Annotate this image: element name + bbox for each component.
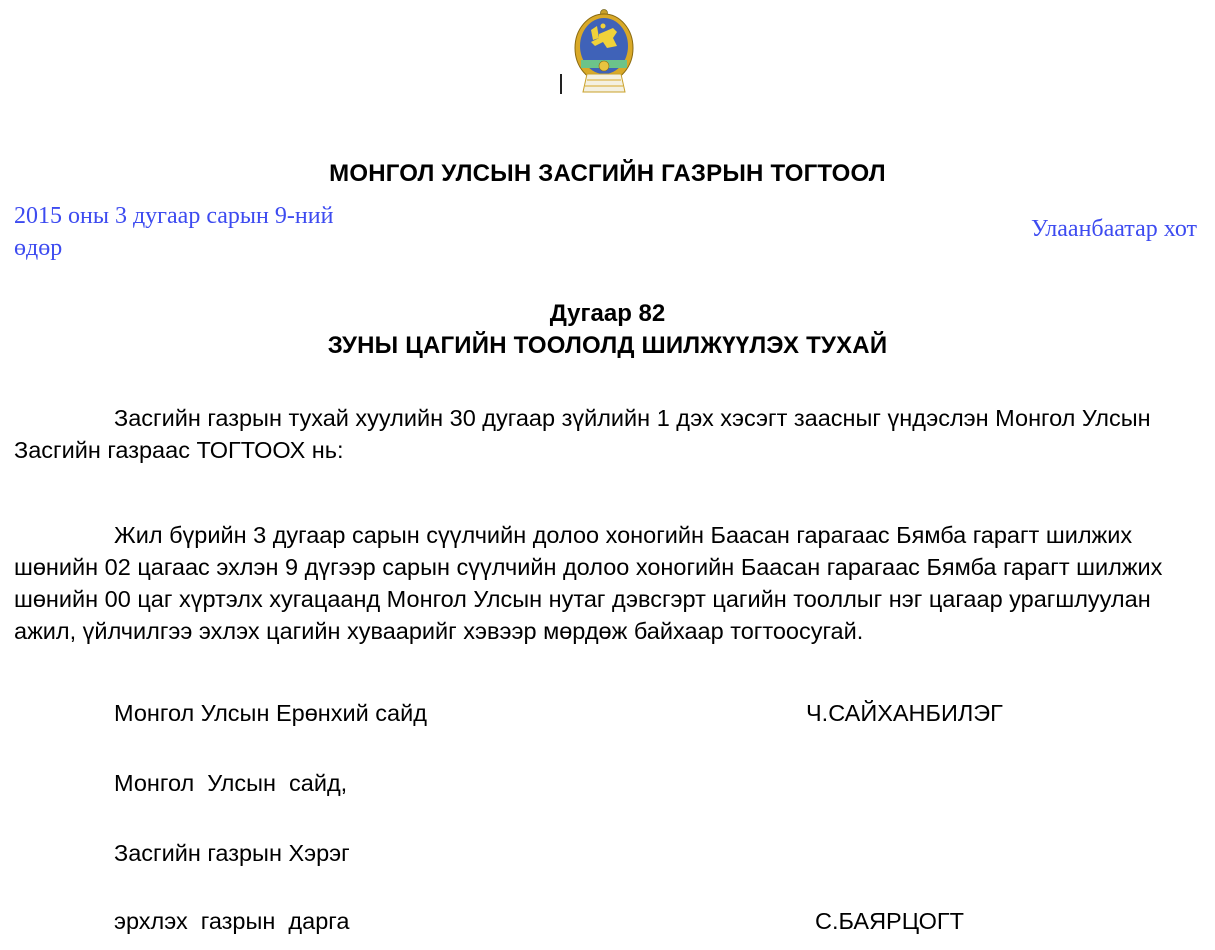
date-line-1: 2015 оны 3 дугаар сарын 9-ний	[14, 203, 334, 229]
signature-name-head: С.БАЯРЦОГТ	[815, 908, 964, 934]
paragraph-decision: Жил бүрийн 3 дугаар сарын сүүлчийн долоо хоногийн Баасан гарагаас Бямба гарагт шилжих шөнийн 02 цагаас эхлэн 9 дүгээр сарын сүүлчийн долоо хоногийн Баасан гарагаас Бямба гарагт шилжих шөнийн 00 цаг хүртэлх хугацаанд Монгол Улсын нутаг дэвсгэрт цагийн тооллыг нэг цагаар урагшлуулан ажил, үйлчилгээ эхлэх цагийн хуваарийг хэвээр мөрдөж байхаар тогтоосугай.	[14, 522, 1163, 644]
paragraph-preamble: Засгийн газрын тухай хуулийн 30 дугаар зүйлийн 1 дэх хэсэгт заасныг үндэслэн Монгол Улсын Засгийн газраас ТОГТООХ нь:	[14, 405, 1151, 463]
signature-title-minister: Монгол Улсын сайд,	[114, 770, 348, 796]
signature-title-head: эрхлэх газрын дарга	[114, 908, 350, 934]
state-emblem-icon	[573, 8, 635, 98]
document-title: МОНГОЛ УЛСЫН ЗАСГИЙН ГАЗРЫН ТОГТООЛ	[329, 160, 886, 187]
resolution-subject: ЗУНЫ ЦАГИЙН ТООЛОЛД ШИЛЖҮҮЛЭХ ТУХАЙ	[327, 332, 888, 359]
resolution-date	[14, 200, 394, 264]
date-line-2: өдөр	[14, 235, 63, 261]
text-cursor	[560, 74, 562, 94]
signature-name-prime-minister: Ч.САЙХАНБИЛЭГ	[806, 700, 1003, 726]
resolution-number: Дугаар 82	[549, 300, 666, 327]
city: Улаанбаатар хот	[1031, 216, 1197, 242]
signature-title-prime-minister: Монгол Улсын Ерөнхий сайд	[114, 700, 427, 726]
signature-title-cabinet-secretariat: Засгийн газрын Хэрэг	[114, 840, 350, 866]
